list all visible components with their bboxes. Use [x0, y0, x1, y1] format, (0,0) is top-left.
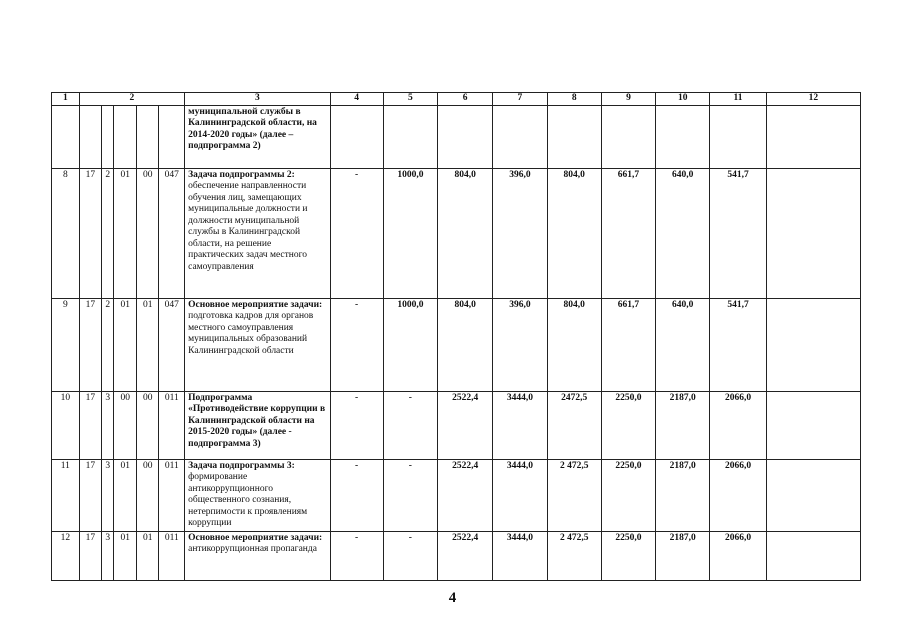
table-row [52, 531, 861, 580]
value-cell: 2522,4 [438, 459, 493, 531]
code-cell [102, 105, 114, 168]
value-cell: - [330, 298, 383, 391]
row-number-cell: 10 [52, 391, 80, 459]
code-cell: 2 [102, 168, 114, 298]
description-cell [185, 531, 330, 580]
value-cell: 804,0 [547, 168, 601, 298]
value-cell: 2066,0 [710, 459, 766, 531]
code-cell: 17 [79, 531, 102, 580]
value-cell [547, 105, 601, 168]
value-cell: 2250,0 [601, 391, 655, 459]
row-number-cell: 11 [52, 459, 80, 531]
description-title: Подпрограмма «Противодействие коррупции в Калининградской области на 2015-2020 годы» (далее - подпрограмма 3) [188, 392, 326, 449]
value-cell: 3444,0 [493, 459, 547, 531]
header-cell: 8 [547, 93, 601, 106]
value-cell [383, 105, 437, 168]
value-cell: 661,7 [601, 298, 655, 391]
value-cell: 2250,0 [601, 459, 655, 531]
code-cell [79, 105, 102, 168]
header-cell: 9 [601, 93, 655, 106]
table-row [52, 168, 861, 298]
code-cell: 01 [114, 168, 137, 298]
description-cell [185, 105, 330, 168]
value-cell: 804,0 [438, 298, 493, 391]
value-cell [766, 105, 860, 168]
code-cell: 00 [136, 391, 159, 459]
code-cell: 01 [114, 298, 137, 391]
code-cell: 011 [159, 391, 185, 459]
value-cell: 2187,0 [656, 459, 710, 531]
value-cell: 2250,0 [601, 531, 655, 580]
value-cell: - [383, 391, 437, 459]
value-cell: 1000,0 [383, 298, 437, 391]
value-cell [438, 105, 493, 168]
value-cell [766, 531, 860, 580]
row-number-cell: 8 [52, 168, 80, 298]
value-cell: - [383, 531, 437, 580]
value-cell [710, 105, 766, 168]
value-cell [330, 105, 383, 168]
value-cell: - [330, 168, 383, 298]
value-cell: 2522,4 [438, 531, 493, 580]
value-cell: 2187,0 [656, 531, 710, 580]
row-number-cell: 12 [52, 531, 80, 580]
code-cell: 2 [102, 298, 114, 391]
code-cell [136, 105, 159, 168]
value-cell: - [330, 391, 383, 459]
header-cell: 1 [52, 93, 80, 106]
table-row [52, 298, 861, 391]
description-title: Задача подпрограммы 2: [188, 169, 295, 180]
value-cell: 2 472,5 [547, 531, 601, 580]
description-title: Задача подпрограммы 3: [188, 460, 295, 471]
header-cell: 10 [656, 93, 710, 106]
value-cell [766, 459, 860, 531]
value-cell: 541,7 [710, 298, 766, 391]
value-cell: 3444,0 [493, 391, 547, 459]
code-cell: 01 [136, 531, 159, 580]
value-cell: 2 472,5 [547, 459, 601, 531]
value-cell: 640,0 [656, 298, 710, 391]
value-cell: 804,0 [547, 298, 601, 391]
code-cell: 01 [114, 459, 137, 531]
value-cell: - [383, 459, 437, 531]
code-cell [114, 105, 137, 168]
value-cell: - [330, 531, 383, 580]
code-cell: 17 [79, 391, 102, 459]
value-cell: 2187,0 [656, 391, 710, 459]
value-cell: 396,0 [493, 298, 547, 391]
value-cell: 2522,4 [438, 391, 493, 459]
value-cell: 1000,0 [383, 168, 437, 298]
code-cell: 00 [136, 168, 159, 298]
header-cell: 2 [79, 93, 184, 106]
header-cell: 6 [438, 93, 493, 106]
description-cell [185, 168, 330, 298]
value-cell: 2066,0 [710, 391, 766, 459]
value-cell: 2472,5 [547, 391, 601, 459]
description-cell [185, 298, 330, 391]
header-cell: 11 [710, 93, 766, 106]
code-cell: 3 [102, 391, 114, 459]
description-cell [185, 459, 330, 531]
description-text: антикоррупционная пропаганда [188, 544, 317, 554]
code-cell: 17 [79, 168, 102, 298]
table-row [52, 459, 861, 531]
value-cell: 661,7 [601, 168, 655, 298]
value-cell [493, 105, 547, 168]
value-cell: 640,0 [656, 168, 710, 298]
row-number-cell: 9 [52, 298, 80, 391]
header-cell: 12 [766, 93, 860, 106]
value-cell [766, 391, 860, 459]
code-cell: 17 [79, 298, 102, 391]
code-cell: 047 [159, 168, 185, 298]
header-cell: 4 [330, 93, 383, 106]
description-title: муниципальной службы в Калининградской области, на 2014-2020 годы» (далее – подпрограмма 2) [188, 106, 317, 151]
header-row [52, 93, 861, 106]
value-cell [766, 298, 860, 391]
description-cell [185, 391, 330, 459]
page-number: 4 [448, 590, 457, 606]
code-cell: 01 [114, 531, 137, 580]
code-cell [159, 105, 185, 168]
value-cell [601, 105, 655, 168]
code-cell: 00 [114, 391, 137, 459]
code-cell: 17 [79, 459, 102, 531]
value-cell: 804,0 [438, 168, 493, 298]
header-cell: 3 [185, 93, 330, 106]
description-text: формирование антикоррупционного общественного сознания, нетерпимости к проявлениям коррупции [188, 472, 308, 528]
value-cell: 2066,0 [710, 531, 766, 580]
code-cell: 047 [159, 298, 185, 391]
value-cell: 3444,0 [493, 531, 547, 580]
value-cell: 541,7 [710, 168, 766, 298]
code-cell: 3 [102, 531, 114, 580]
budget-table [51, 92, 861, 581]
header-cell: 7 [493, 93, 547, 106]
table-row [52, 391, 861, 459]
code-cell: 011 [159, 531, 185, 580]
table-row [52, 105, 861, 168]
value-cell [656, 105, 710, 168]
value-cell: 396,0 [493, 168, 547, 298]
header-cell: 5 [383, 93, 437, 106]
code-cell: 00 [136, 459, 159, 531]
value-cell: - [330, 459, 383, 531]
code-cell: 01 [136, 298, 159, 391]
description-text: подготовка кадров для органов местного самоуправления муниципальных образований Калининградской области [188, 311, 314, 356]
value-cell [766, 168, 860, 298]
code-cell: 3 [102, 459, 114, 531]
code-cell: 011 [159, 459, 185, 531]
description-title: Основное мероприятие задачи: [188, 532, 323, 543]
description-text: обеспечение направленности обучения лиц, замещающих муниципальные должности и должности муниципальной службы в Калининградской области, на решение практических задач местного самоуправления [188, 181, 308, 272]
description-title: Основное мероприятие задачи: [188, 299, 323, 310]
row-number-cell [52, 105, 80, 168]
